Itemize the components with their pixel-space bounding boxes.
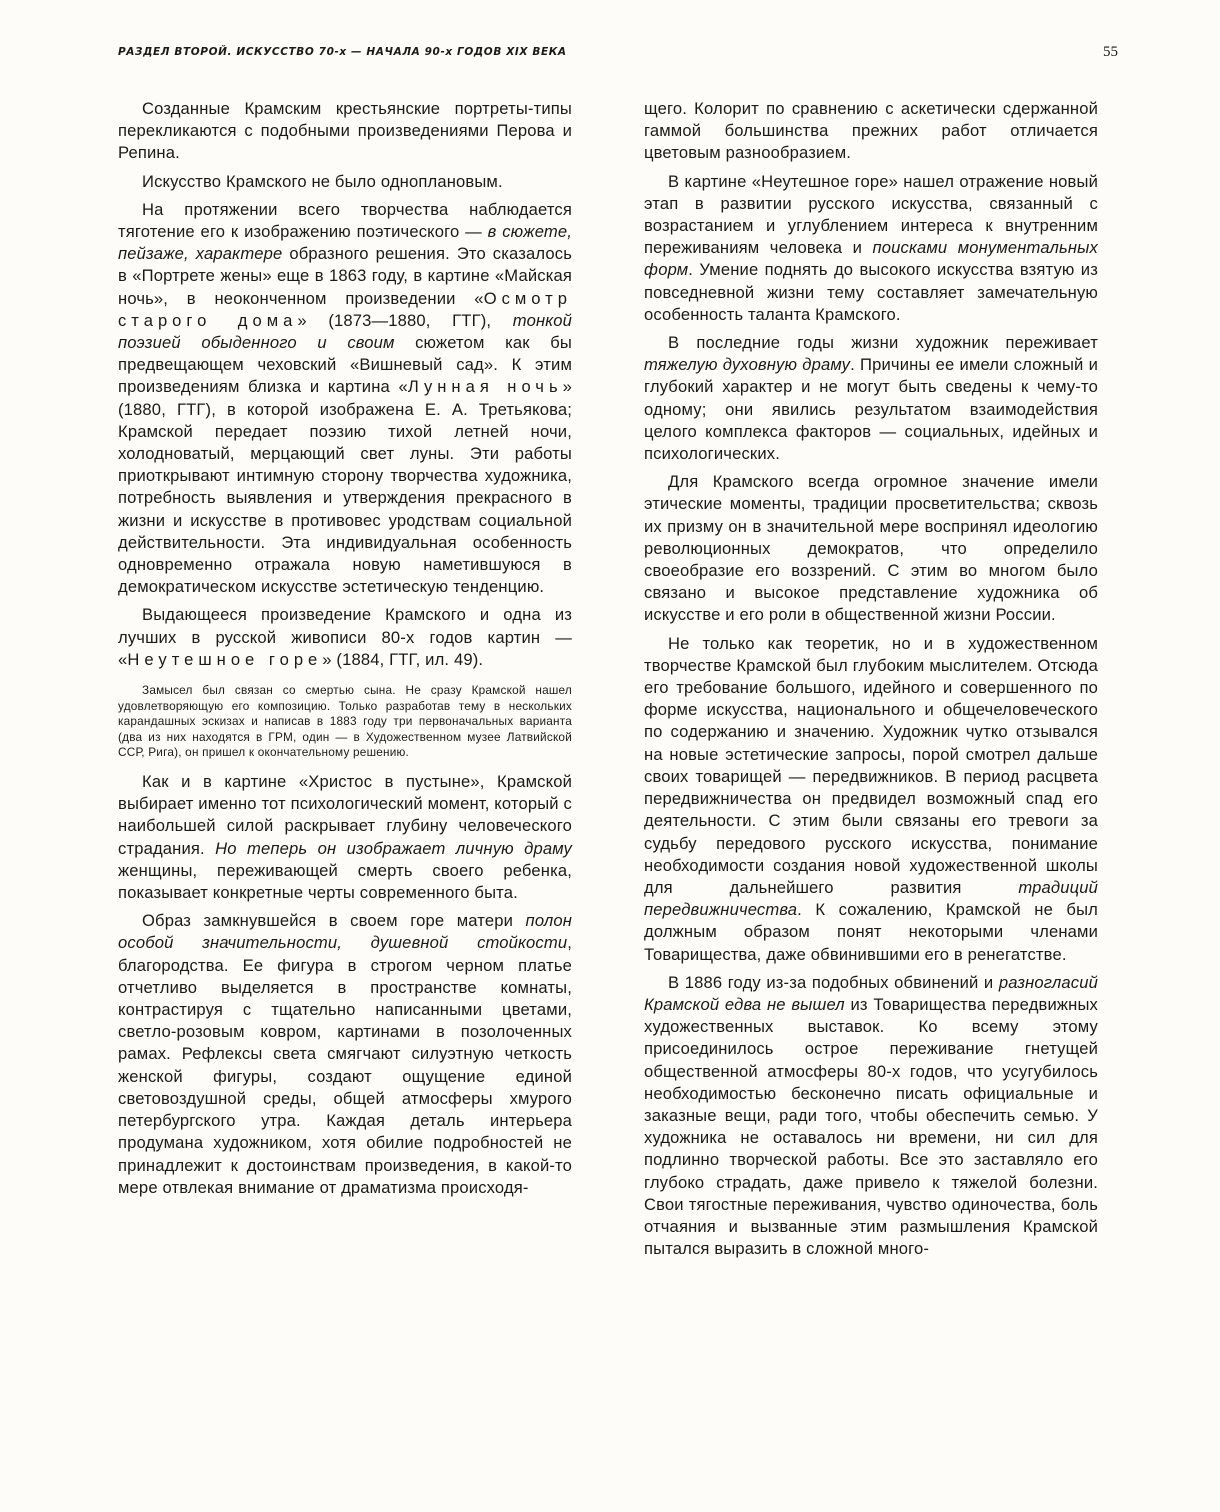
- paragraph: Созданные Крамским крестьянские портреты-типы перекликаются с подобными произведениями Перова и Репина.: [118, 99, 572, 163]
- paragraph: Искусство Крамского не было одноплановым.: [142, 171, 503, 191]
- emphasis: поисками монументальных форм: [644, 238, 1098, 280]
- spaced-title: Неутешное горе: [127, 649, 323, 669]
- emphasis: полон особой значительности, душевной стойкости: [118, 911, 572, 953]
- paragraph: Не только как теоретик, но и в художественном творчестве Крамской был глубоким мыслителем. Отсюда его требование большого, идейного и совершенного по форме искусства, национального и общечеловеческого по содержанию и значению. Художник чутко отзывался на новые эстетические запросы, порой смотрел дальше своих товарищей — передвижников. В период расцвета передвижничества он предвидел возможный спад его деятельности. С этим были связаны его тревоги за судьбу передового русского искусства, понимание необходимости создания новой художественной школы для дальнейшего развития традиций передвижничества. К сожалению, Крамской не был должным образом понят некоторыми членами Товарищества, даже обвинившими его в ренегатстве.: [644, 633, 1098, 964]
- spaced-title: Лунная ночь: [407, 377, 563, 397]
- emphasis: Но теперь он изображает личную драму: [215, 838, 572, 858]
- paragraph: Как и в картине «Христос в пустыне», Крамской выбирает именно тот психологический момент, который с наибольшей силой раскрывает глубину человеческого страдания. Но теперь он изображает личную драму женщины, переживающей смерть своего ребенка, показывает конкретные черты современного быта.: [118, 772, 572, 903]
- paragraph: щего. Колорит по сравнению с аскетически сдержанной гаммой большинства прежних работ отличается цветовым разнообразием.: [644, 99, 1098, 163]
- spaced-title: Осмотр старого дома: [118, 288, 572, 330]
- paragraph: В 1886 году из-за подобных обвинений и разногласий Крамской едва не вышел из Товарищества передвижных художественных выставок. Ко всему этому присоединилось острое переживание гнетущей общественной атмосферы 80-х годов, что усугубилось необходимостью бесконечно писать официальные и заказные вещи, ради того, чтобы обеспечить семью. У художника не оставалось ни времени, ни сил для подлинно творческой работы. Все это заставляло его глубоко страдать, даже привело к тяжелой болезни. Свои тягостные переживания, чувство одиночества, боль отчаяния и вызванные этим размышления Крамской пытался выразить в сложной много-: [644, 972, 1098, 1259]
- paragraph: Для Крамского всегда огромное значение имели этические моменты, традиции просветительства; сквозь их призму он в значительной мере воспринял идеологию революционных демократов, что определило своеобразие его воззрений. С этим во многом было связано и высокое представление художника об искусстве и его роли в общественной жизни России.: [644, 472, 1098, 625]
- emphasis: разногласий Крамской едва не вышел: [644, 972, 1098, 1014]
- footnote: Замысел был связан со смертью сына. Не сразу Крамской нашел удовлетворяющую его композицию. Только разработав тему в нескольких карандашных эскизах и написав в 1883 году три первоначальных варианта (два из них находятся в ГРМ, один — в Художественном музее Латвийской ССР, Рига), он пришел к окончательному решению.: [118, 683, 572, 760]
- paragraph: Образ замкнувшейся в своем горе матери полон особой значительности, душевной стойкости, благородства. Ее фигура в строгом черном платье отчетливо выделяется в пространстве комнаты, контрастируя с тщательно написанными цветами, светло-розовым ковром, картинами в позолоченных рамах. Рефлексы света смягчают силуэтную четкость женской фигуры, создают ощущение единой световоздушной среды, общей атмосферы хмурого петербургского утра. Каждая деталь интерьера продумана художником, хотя обилие подробностей не принадлежит к достоинствам произведения, в какой-то мере отвлекая внимание от драматизма происходя-: [118, 911, 572, 1197]
- emphasis: тяжелую духовную драму: [644, 355, 851, 375]
- running-head: РАЗДЕЛ ВТОРОЙ. ИСКУССТВО 70-х — НАЧАЛА 90-х ГОДОВ XIX ВЕКА: [118, 46, 567, 58]
- page-header: [118, 44, 1118, 68]
- paragraph: В картине «Неутешное горе» нашел отражение новый этап в развитии русского искусства, связанный с возрастанием и углублением интереса к внутренним переживаниям человека и поисками монументальных форм. Умение поднять до высокого искусства взятую из повседневной жизни тему составляет замечательную особенность таланта Крамского.: [644, 171, 1098, 324]
- paragraph: В последние годы жизни художник переживает тяжелую духовную драму. Причины ее имели сложный и глубокий характер и не могут быть сведены к чему-то одному; они явились результатом взаимодействия целого комплекса факторов — социальных, идейных и психологических.: [644, 333, 1098, 464]
- left-column: [118, 98, 572, 1199]
- emphasis: традиций передвижничества: [644, 877, 1098, 920]
- paragraph: Выдающееся произведение Крамского и одна из лучших в русской живописи 80-х годов картин — «Неутешное горе» (1884, ГТГ, ил. 49).: [118, 605, 572, 669]
- right-column: [644, 98, 1098, 1260]
- paragraph: На протяжении всего творчества наблюдается тяготение его к изображению поэтического — в сюжете, пейзаже, характере образного решения. Это сказалось в «Портрете жены» еще в 1863 году, в картине «Майская ночь», в неоконченном произведении «Осмотр старого дома» (1873—1880, ГТГ), тонкой поэзией обыденного и своим сюжетом как бы предвещающем чеховский «Вишневый сад». К этим произведениям близка и картина «Лунная ночь» (1880, ГТГ), в которой изображена Е. А. Третьякова; Крамской передает поэзию тихой летней ночи, холодноватый, мерцающий свет луны. Эти работы приоткрывают интимную сторону творчества художника, потребность выявления и утверждения прекрасного в жизни и искусстве в противовес уродствам социальной действительности. Эта индивидуальная особенность одновременно отражала новую наметившуюся в демократическом искусстве эстетическую тенденцию.: [118, 199, 572, 597]
- emphasis: в сюжете, пейзаже, характере: [118, 222, 572, 264]
- page-number: 55: [1103, 44, 1118, 60]
- emphasis: тонкой поэзией обыденного и своим: [118, 310, 572, 353]
